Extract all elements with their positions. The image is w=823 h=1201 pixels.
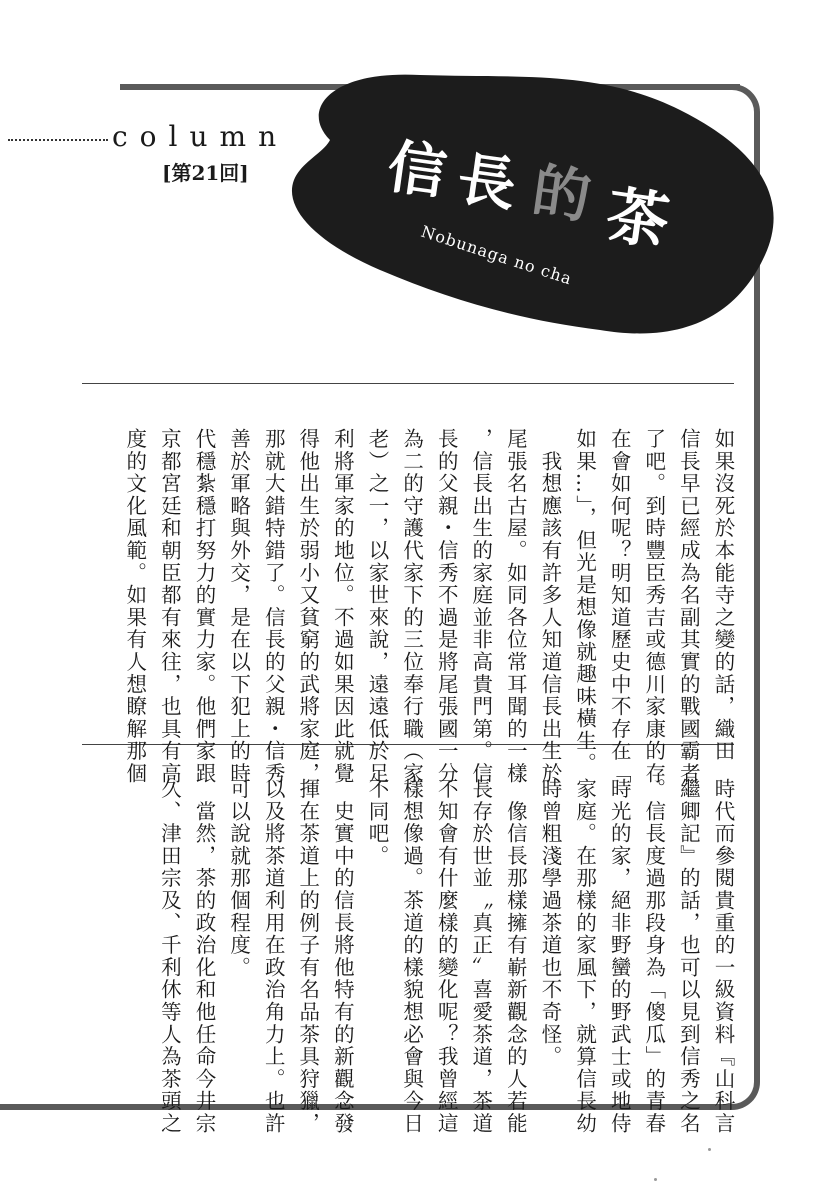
- text-column: 時曾粗淺學過茶道也不奇怪。: [538, 778, 562, 1068]
- title-char-4: 茶: [602, 178, 674, 260]
- text-column: 如果…」，但光是想像就趣味橫生。: [572, 428, 597, 775]
- text-column: 不同吧。: [365, 778, 389, 868]
- text-column: 長的父親・信秀不過是將尾張國一分: [434, 428, 459, 785]
- text-column: 像信長那樣擁有嶄新觀念的人若能: [503, 778, 528, 1135]
- text-column: 利將軍家的地位。不過如果因此就覺: [330, 428, 355, 785]
- text-column: ，信長出生的家庭並非高貴門第。信: [468, 428, 493, 785]
- text-column: 善於軍略與外交，是在以下犯上的時: [226, 428, 251, 785]
- text-column: 以及將茶道利用在政治角力上。也許: [261, 778, 286, 1135]
- upper-section-rule: [82, 383, 734, 384]
- text-column: 了吧。到時豐臣秀吉或德川家康的存: [641, 428, 666, 785]
- text-column: 度的文化風範。如果有人想瞭解那個: [122, 428, 147, 785]
- column-label: column: [112, 120, 289, 153]
- text-column: 我想應該有許多人知道信長出生於: [538, 428, 562, 785]
- text-column: 不知會有什麼樣的變化呢？我曾經這: [434, 778, 459, 1135]
- print-speck: [708, 1148, 711, 1151]
- text-column: 信長早已經成為名副其實的戰國霸者: [676, 428, 701, 785]
- text-column: 京都宮廷和朝臣都有來往，也具有高: [157, 428, 182, 785]
- title-characters: [378, 110, 718, 270]
- print-speck: [654, 1178, 657, 1181]
- text-column: 那就大錯特錯了。信長的父親・信秀: [261, 428, 286, 785]
- text-column: 為二的守護代家下的三位奉行職（家: [399, 428, 424, 785]
- text-column: 時代而參閱貴重的一級資料『山科言: [711, 778, 735, 1135]
- text-column: 當然，茶的政治化和他任命今井宗: [192, 778, 216, 1135]
- text-column: 可以說就那個程度。: [226, 778, 251, 979]
- text-column: 得他出生於弱小又貧窮的武將家庭，: [295, 428, 320, 785]
- text-column: 。信長度過那段身為「傻瓜」的青春: [641, 778, 666, 1135]
- text-column: 長存於世並〝真正〞喜愛茶道，茶道: [468, 778, 493, 1135]
- title-romaji: Nobunaga no cha: [418, 221, 575, 289]
- text-column: 樣想像過。茶道的樣貌想必會與今日: [399, 778, 424, 1135]
- text-column: 揮在茶道上的例子有名品茶具狩獵，: [295, 778, 320, 1135]
- text-column: 繼卿記』的話，也可以見到信秀之名: [676, 778, 701, 1135]
- text-column: 代穩紮穩打努力的實力家。他們家跟: [192, 428, 216, 785]
- text-column: 在會如何呢？明知道歷史中不存在「: [607, 428, 632, 785]
- title-char-3: 的: [528, 156, 595, 232]
- text-column: 家庭。在那樣的家風下，就算信長幼: [572, 778, 597, 1135]
- text-column: 尾張名古屋。如同各位常耳聞的一樣: [503, 428, 528, 785]
- text-column: 久、津田宗及、千利休等人為茶頭之: [157, 778, 182, 1135]
- column-number: [第21回]: [162, 161, 249, 185]
- text-column: 老）之一，以家世來說，遠遠低於足: [365, 428, 389, 785]
- text-column: 如果沒死於本能寺之變的話，織田: [711, 428, 735, 763]
- text-column: 時光的家，絕非野蠻的野武士或地侍: [607, 778, 632, 1135]
- title-char-2: 長: [453, 144, 521, 220]
- title-char-1: 信: [383, 132, 451, 208]
- text-column: 史實中的信長將他特有的新觀念發: [330, 778, 355, 1135]
